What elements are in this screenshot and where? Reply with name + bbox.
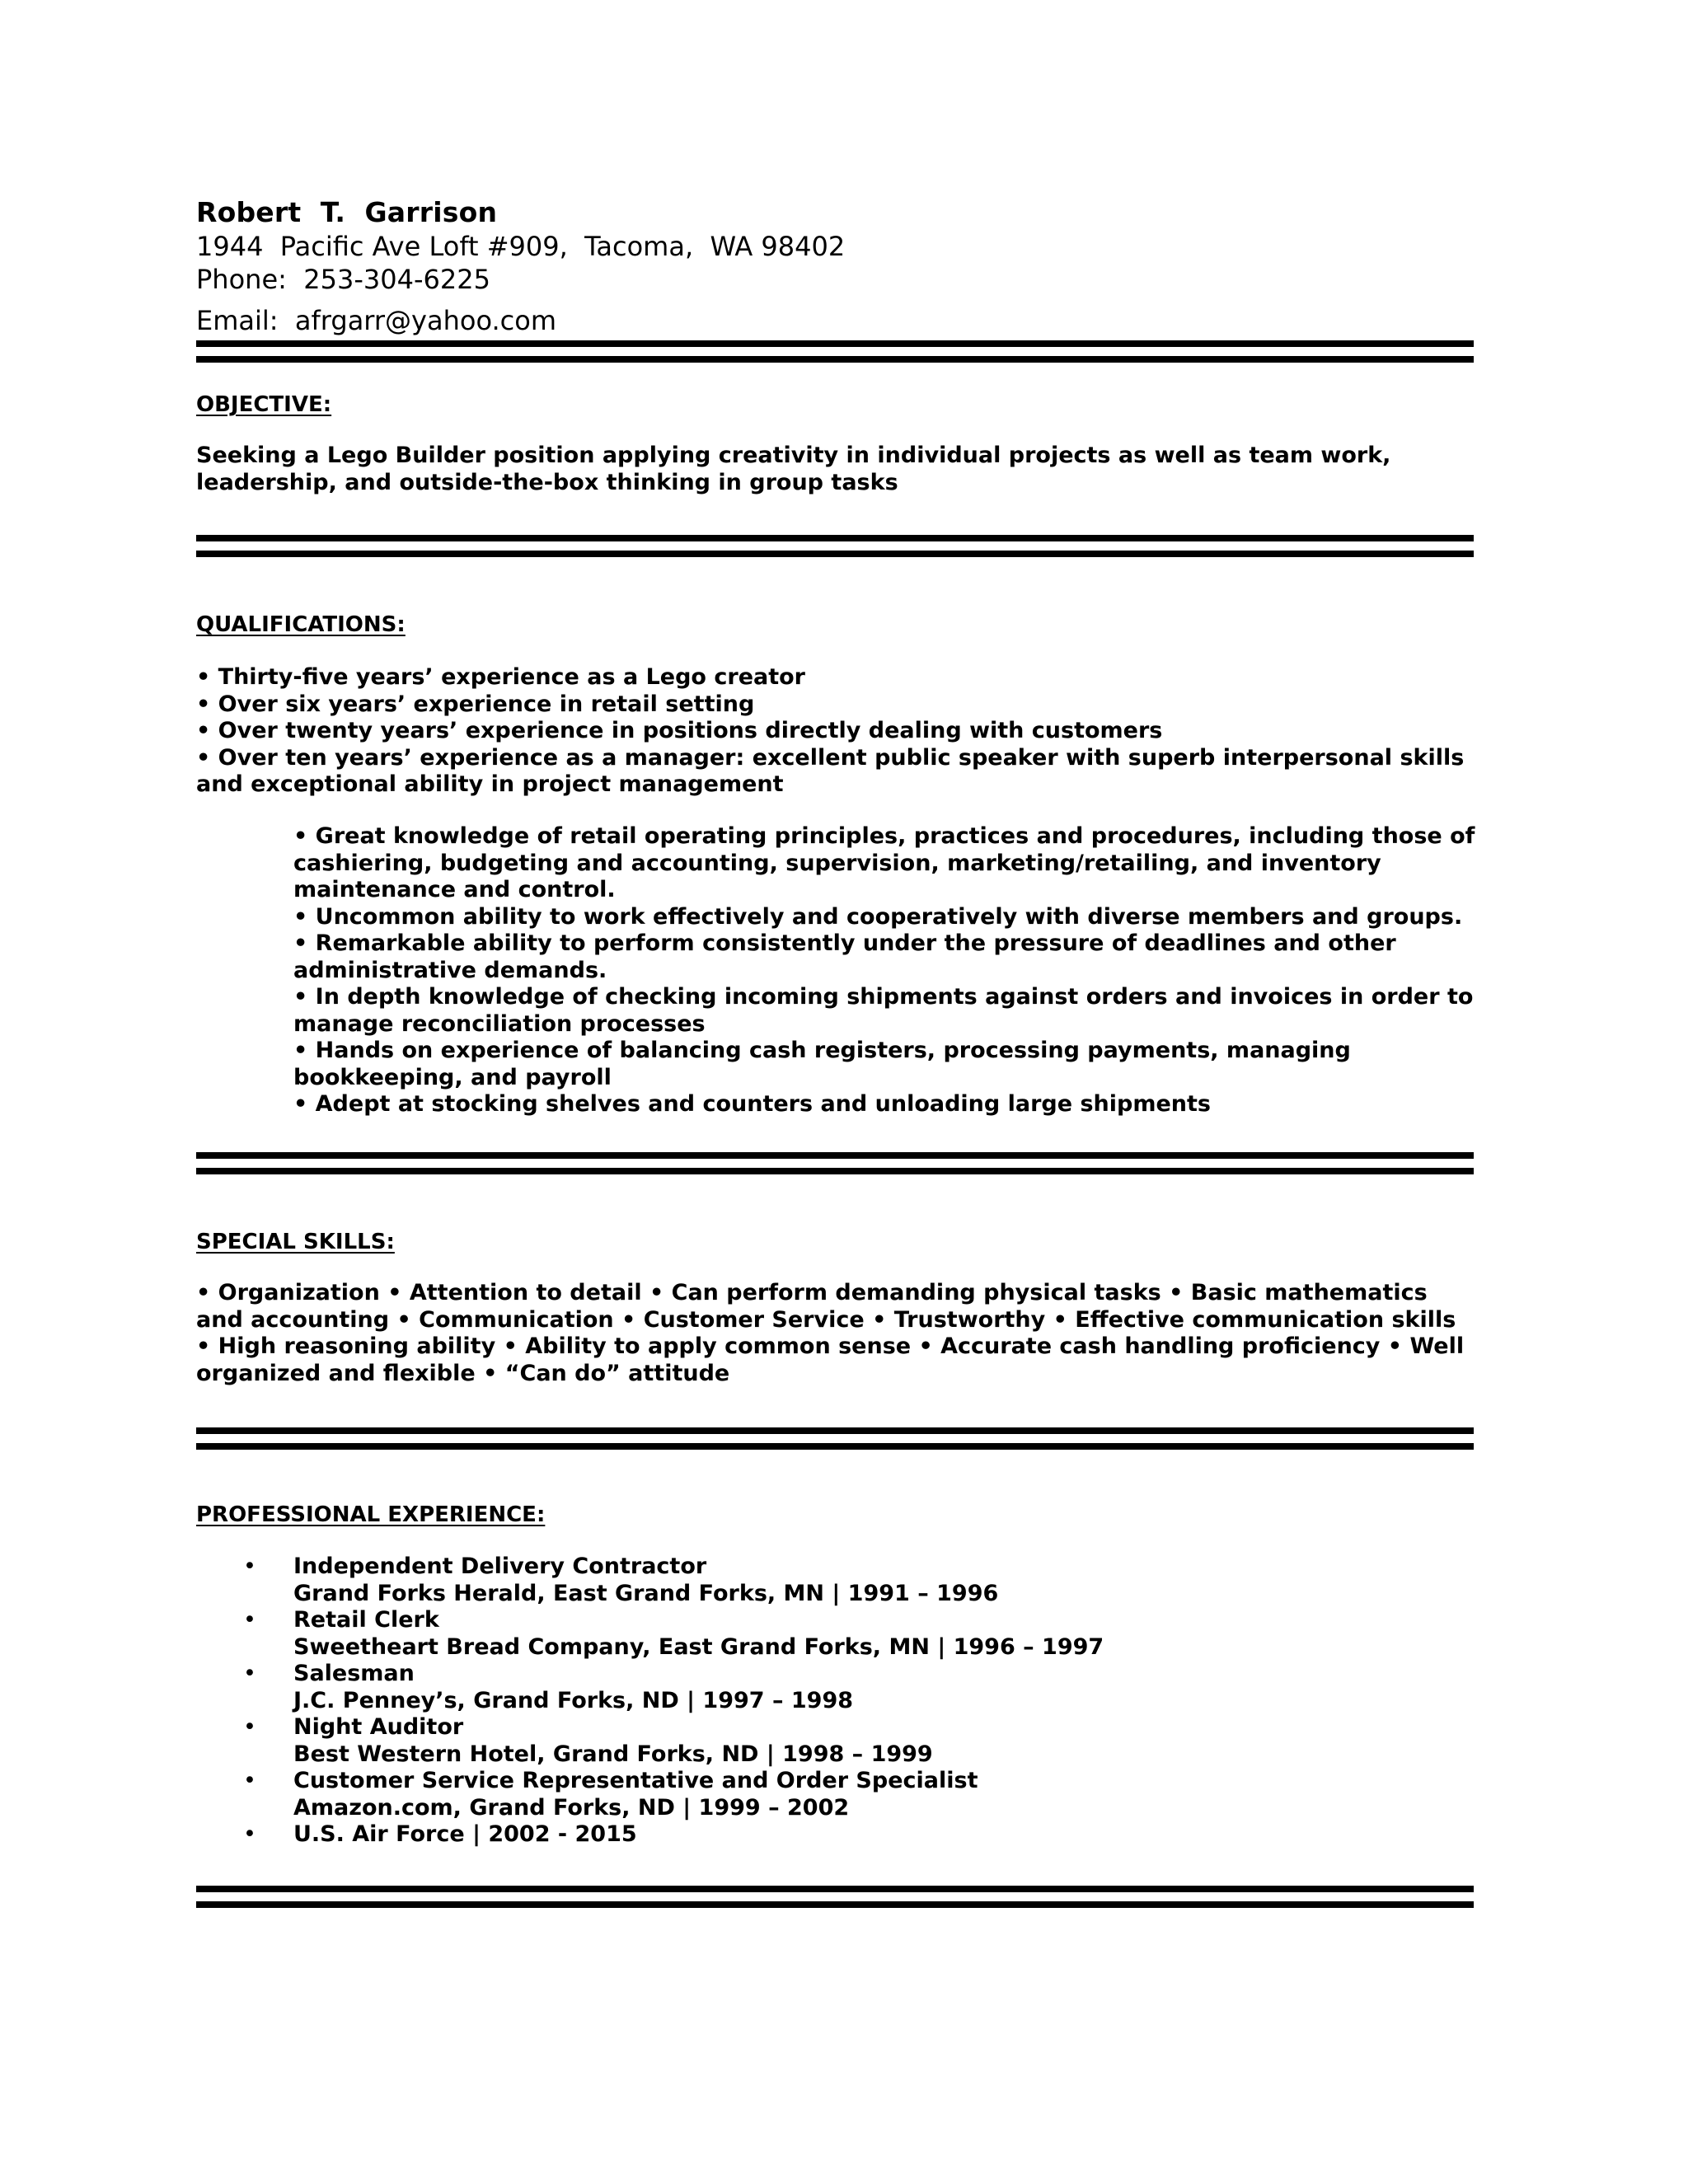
experience-heading: PROFESSIONAL EXPERIENCE: <box>196 1502 546 1527</box>
list-item: • Hands on experience of balancing cash registers, processing payments, managing bookkeeping, and payroll <box>293 1038 1351 1090</box>
divider-rule <box>196 1168 1474 1174</box>
job-detail: Sweetheart Bread Company, East Grand Forks, MN | 1996 – 1997 <box>293 1633 1104 1660</box>
qualifications-sub-list <box>293 823 1480 1118</box>
list-item: • Adept at stocking shelves and counters and unloading large shipments <box>293 1091 1211 1117</box>
job-title: Night Auditor <box>293 1714 464 1740</box>
job-detail: Grand Forks Herald, East Grand Forks, MN | 1991 – 1996 <box>293 1580 999 1606</box>
divider-rule <box>196 356 1474 363</box>
list-item: • Remarkable ability to perform consistently under the pressure of deadlines and other administrative demands. <box>293 930 1396 983</box>
candidate-name: Robert T. Garrison <box>196 196 498 228</box>
job-detail: Amazon.com, Grand Forks, ND | 1999 – 2002 <box>293 1794 850 1821</box>
skills-text: • Organization • Attention to detail • Can perform demanding physical tasks • Basic mathematics and accounting • Communication • Customer Service • Trustworthy • Effective communication skills • High reasoning ability • Ability to apply common sense • Accurate cash handling proficiency • Well organized and flexible • “Can do” attitude <box>196 1280 1465 1386</box>
divider-rule <box>196 551 1474 557</box>
list-item <box>196 1821 1474 1849</box>
bullet-icon: • <box>243 1607 256 1633</box>
bullet-icon: • <box>243 1714 256 1740</box>
job-detail: J.C. Penney’s, Grand Forks, ND | 1997 – 1998 <box>293 1687 854 1713</box>
phone: Phone: 253-304-6225 <box>196 264 490 295</box>
list-item: • Great knowledge of retail operating principles, practices and procedures, including those of cashiering, budgeting and accounting, supervision, marketing/retailing, and inventory maintenance and control. <box>293 823 1475 902</box>
divider-rule <box>196 1886 1474 1892</box>
experience-list <box>196 1554 1474 1849</box>
qualifications-heading: QUALIFICATIONS: <box>196 612 406 637</box>
divider-rule <box>196 340 1474 347</box>
job-title: Salesman <box>293 1661 415 1686</box>
bullet-icon: • <box>243 1661 256 1686</box>
job-title: Independent Delivery Contractor <box>293 1554 707 1579</box>
divider-rule <box>196 1443 1474 1450</box>
email: Email: afrgarr@yahoo.com <box>196 305 556 336</box>
list-item: • In depth knowledge of checking incoming shipments against orders and invoices in order to manage reconciliation processes <box>293 984 1474 1037</box>
list-item: • Over twenty years’ experience in positions directly dealing with customers <box>196 718 1163 743</box>
bullet-icon: • <box>243 1554 256 1579</box>
divider-rule <box>196 535 1474 541</box>
address: 1944 Pacific Ave Loft #909, Tacoma, WA 98402 <box>196 231 846 262</box>
job-title: Retail Clerk <box>293 1607 439 1633</box>
divider-rule <box>196 1901 1474 1908</box>
list-item: • Uncommon ability to work effectively and cooperatively with diverse members and groups. <box>293 903 1463 930</box>
list-item <box>196 1607 1474 1661</box>
list-item <box>196 1768 1474 1821</box>
list-item <box>196 1554 1474 1607</box>
list-item: • Thirty-five years’ experience as a Lego creator <box>196 664 805 690</box>
bullet-icon: • <box>243 1821 256 1847</box>
objective-text: Seeking a Lego Builder position applying creativity in individual projects as well as team work, leadership, and outside-the-box thinking in group tasks <box>196 443 1391 495</box>
job-title: Customer Service Representative and Order Specialist <box>293 1768 978 1793</box>
objective-heading: OBJECTIVE: <box>196 392 332 417</box>
divider-rule <box>196 1427 1474 1434</box>
skills-heading: SPECIAL SKILLS: <box>196 1230 395 1254</box>
bullet-icon: • <box>243 1768 256 1793</box>
list-item: • Over six years’ experience in retail setting <box>196 691 755 717</box>
list-item: • Over ten years’ experience as a manager: excellent public speaker with superb interpersonal skills and exceptional ability in project management <box>196 744 1465 797</box>
divider-rule <box>196 1152 1474 1159</box>
list-item <box>196 1714 1474 1768</box>
job-title: U.S. Air Force | 2002 - 2015 <box>293 1821 637 1847</box>
job-detail: Best Western Hotel, Grand Forks, ND | 1998 – 1999 <box>293 1741 933 1767</box>
qualifications-list <box>196 664 1474 799</box>
list-item <box>196 1661 1474 1714</box>
